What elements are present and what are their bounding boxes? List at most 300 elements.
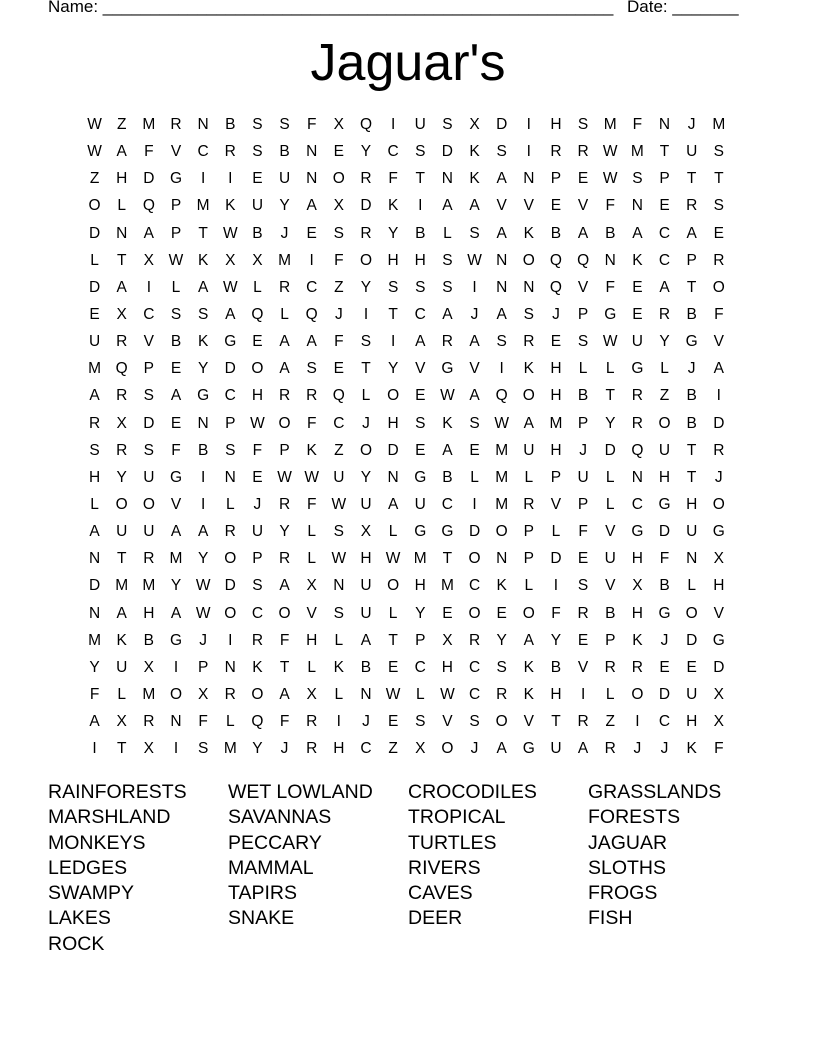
grid-cell: N — [496, 550, 508, 568]
grid-cell: A — [632, 224, 643, 242]
grid-cell: L — [687, 577, 696, 595]
grid-cell: R — [224, 143, 236, 161]
grid-cell: G — [658, 604, 671, 622]
grid-cell: N — [224, 468, 236, 486]
grid-cell: O — [468, 550, 481, 568]
grid-cell: R — [278, 550, 291, 568]
grid-cell: E — [306, 224, 317, 242]
grid-cell: L — [334, 631, 344, 649]
grid-cell: K — [197, 251, 209, 269]
grid-cell: F — [551, 604, 561, 622]
grid-cell: E — [387, 713, 399, 731]
grid-cell: I — [200, 170, 206, 188]
grid-cell: U — [143, 523, 155, 541]
grid-cell: A — [442, 197, 453, 215]
grid-cell: X — [225, 251, 236, 269]
grid-row — [81, 328, 741, 355]
grid-cell: T — [686, 170, 697, 188]
grid-cell: K — [496, 577, 507, 595]
grid-cell: W — [467, 251, 482, 269]
page-title: Jaguar's — [310, 34, 506, 92]
grid-cell: K — [686, 740, 697, 758]
grid-cell: O — [332, 170, 345, 188]
grid-cell: R — [224, 523, 236, 541]
grid-cell: R — [550, 143, 562, 161]
grid-cell: W — [87, 116, 102, 133]
grid-cell: S — [523, 305, 534, 323]
grid-cell: O — [441, 740, 454, 758]
grid-row — [81, 382, 741, 409]
grid-cell: H — [550, 360, 562, 378]
grid-cell: B — [442, 468, 453, 486]
grid-cell: R — [306, 387, 318, 405]
grid-cell: W — [168, 251, 184, 269]
grid-row — [81, 627, 741, 654]
grid-cell: I — [472, 278, 477, 296]
grid-cell: S — [306, 360, 317, 378]
grid-cell: T — [442, 550, 453, 568]
grid-cell: J — [552, 305, 560, 323]
grid-cell: J — [687, 116, 696, 133]
grid-cell: V — [496, 197, 507, 215]
grid-cell: S — [442, 251, 453, 269]
grid-cell: I — [499, 360, 504, 378]
grid-cell: P — [170, 224, 182, 242]
grid-cell: R — [306, 740, 318, 758]
grid-cell: H — [306, 631, 318, 649]
grid-cell: S — [577, 116, 589, 133]
grid-cell: L — [443, 224, 452, 242]
grid-cell: A — [197, 523, 209, 541]
grid-cell: L — [551, 523, 561, 541]
grid-cell: F — [632, 116, 643, 133]
grid-cell: S — [252, 577, 263, 595]
grid-cell: O — [685, 604, 698, 622]
grid-cell: N — [496, 278, 508, 296]
grid-cell: L — [605, 360, 615, 378]
grid-cell: N — [170, 713, 182, 731]
grid-cell: R — [631, 414, 643, 432]
grid-cell: J — [199, 631, 207, 649]
grid-cell: W — [385, 550, 401, 568]
grid-cell: B — [143, 631, 155, 649]
grid-cell: K — [116, 631, 127, 649]
grid-cell: O — [88, 197, 101, 215]
grid-row — [81, 708, 741, 735]
grid-cell: C — [414, 658, 426, 676]
grid-cell: W — [331, 495, 347, 513]
grid-cell: X — [143, 658, 155, 676]
grid-cell: A — [496, 305, 507, 323]
grid-cell: G — [224, 333, 237, 351]
grid-cell: R — [143, 550, 155, 568]
grid-cell: N — [88, 550, 101, 568]
grid-cell: E — [252, 468, 263, 486]
grid-cell: E — [577, 550, 589, 568]
word-list-item: TROPICAL — [408, 806, 506, 829]
grid-cell: M — [440, 577, 454, 595]
grid-cell: S — [415, 143, 426, 161]
grid-cell: R — [224, 685, 236, 703]
grid-cell: K — [225, 197, 236, 215]
grid-cell: V — [577, 278, 589, 296]
grid-cell: U — [686, 143, 698, 161]
grid-cell: G — [631, 523, 644, 541]
grid-cell: B — [605, 604, 616, 622]
grid-cell: C — [387, 143, 399, 161]
grid-cell: J — [633, 740, 642, 758]
grid-cell: G — [414, 523, 427, 541]
grid-cell: Q — [577, 251, 590, 269]
grid-row — [81, 220, 741, 247]
grid-cell: T — [686, 468, 697, 486]
grid-cell: Y — [415, 604, 426, 622]
grid-cell: W — [250, 414, 265, 432]
grid-cell: I — [635, 713, 640, 731]
grid-cell: T — [686, 441, 697, 459]
grid-cell: J — [470, 305, 479, 323]
grid-cell: I — [390, 333, 396, 351]
grid-cell: U — [333, 468, 345, 486]
grid-cell: G — [441, 360, 454, 378]
grid-cell: A — [577, 224, 589, 242]
grid-cell: A — [170, 604, 182, 622]
grid-cell: W — [277, 468, 292, 486]
grid-cell: B — [170, 333, 182, 351]
grid-cell: R — [360, 170, 372, 188]
grid-cell: P — [523, 550, 534, 568]
grid-cell: W — [87, 143, 102, 161]
grid-cell: J — [714, 468, 723, 486]
grid-cell: U — [686, 685, 698, 703]
grid-cell: X — [306, 685, 317, 703]
grid-cell: R — [686, 197, 698, 215]
grid-cell: E — [469, 441, 480, 459]
grid-cell: M — [630, 143, 644, 161]
grid-cell: D — [713, 658, 725, 676]
grid-cell: F — [388, 170, 398, 188]
grid-cell: E — [659, 197, 670, 215]
grid-cell: J — [334, 305, 343, 323]
grid-cell: A — [279, 333, 290, 351]
grid-cell: K — [197, 333, 209, 351]
grid-cell: P — [577, 414, 589, 432]
grid-cell: S — [387, 278, 399, 296]
grid-cell: W — [195, 604, 211, 622]
grid-cell: F — [578, 523, 588, 541]
grid-cell: A — [469, 197, 480, 215]
word-list-item: FROGS — [588, 882, 658, 905]
grid-cell: C — [333, 414, 345, 432]
grid-cell: I — [146, 278, 151, 296]
grid-cell: E — [686, 658, 697, 676]
grid-cell: U — [143, 468, 155, 486]
grid-cell: E — [713, 224, 724, 242]
grid-cell: B — [279, 143, 290, 161]
grid-cell: F — [659, 550, 670, 568]
grid-row — [81, 274, 741, 301]
grid-cell: Y — [116, 468, 127, 486]
grid-cell: L — [578, 360, 588, 378]
word-list-item: SAVANNAS — [228, 806, 332, 829]
grid-row — [81, 654, 741, 681]
grid-cell: T — [388, 631, 398, 649]
word-list-item: FISH — [588, 907, 633, 930]
grid-cell: S — [469, 224, 480, 242]
grid-cell: X — [360, 523, 372, 541]
grid-cell: X — [116, 305, 127, 323]
grid-cell: R — [360, 224, 372, 242]
grid-cell: H — [387, 414, 399, 432]
word-list-item: MARSHLAND — [48, 806, 171, 829]
grid-cell: R — [658, 305, 671, 323]
grid-cell: S — [469, 414, 480, 432]
grid-row — [81, 165, 741, 192]
grid-cell: N — [333, 577, 345, 595]
grid-cell: R — [88, 414, 101, 432]
grid-cell: B — [550, 658, 562, 676]
grid-cell: U — [414, 116, 426, 133]
grid-cell: Z — [605, 713, 615, 731]
grid-cell: S — [143, 387, 155, 405]
grid-cell: P — [577, 305, 589, 323]
grid-cell: P — [279, 441, 290, 459]
grid-cell: V — [713, 333, 724, 351]
grid-cell: T — [361, 360, 371, 378]
grid-cell: B — [659, 577, 670, 595]
grid-cell: R — [116, 333, 128, 351]
grid-cell: G — [522, 740, 535, 758]
grid-cell: O — [278, 604, 291, 622]
grid-cell: L — [90, 251, 99, 269]
grid-cell: U — [278, 170, 291, 188]
grid-cell: W — [440, 685, 455, 703]
grid-cell: N — [306, 170, 318, 188]
grid-cell: A — [170, 387, 182, 405]
grid-cell: Q — [115, 360, 128, 378]
grid-cell: Q — [142, 197, 155, 215]
grid-cell: O — [359, 251, 372, 269]
grid-cell: C — [414, 305, 426, 323]
grid-cell: O — [495, 713, 508, 731]
grid-cell: E — [415, 441, 426, 459]
grid-cell: S — [415, 278, 426, 296]
grid-row — [81, 437, 741, 464]
word-list — [48, 780, 768, 957]
grid-cell: N — [387, 468, 399, 486]
grid-cell: O — [251, 360, 264, 378]
grid-cell: W — [602, 333, 618, 351]
grid-cell: R — [577, 604, 589, 622]
grid-cell: I — [553, 577, 559, 595]
grid-cell: R — [278, 387, 291, 405]
grid-cell: N — [360, 685, 372, 703]
grid-cell: P — [550, 468, 562, 486]
grid-cell: B — [252, 224, 263, 242]
word-list-item: JAGUAR — [588, 831, 668, 854]
grid-cell: R — [713, 251, 725, 269]
grid-cell: T — [415, 170, 425, 188]
grid-cell: F — [279, 713, 290, 731]
grid-cell: H — [88, 468, 101, 486]
grid-cell: H — [360, 550, 372, 568]
grid-cell: A — [143, 224, 155, 242]
word-list-item: LEDGES — [48, 856, 128, 879]
grid-cell: A — [496, 170, 507, 188]
grid-cell: C — [251, 604, 264, 622]
grid-cell: H — [658, 468, 671, 486]
grid-cell: B — [225, 116, 236, 133]
word-list-item: TAPIRS — [228, 882, 297, 905]
grid-cell: J — [660, 631, 669, 649]
grid-cell: V — [469, 360, 480, 378]
grid-row — [81, 301, 741, 328]
grid-cell: T — [551, 713, 561, 731]
grid-cell: U — [604, 550, 616, 568]
grid-cell: T — [198, 224, 208, 242]
grid-cell: I — [173, 658, 179, 676]
grid-cell: P — [523, 523, 534, 541]
grid-cell: S — [713, 143, 724, 161]
grid-row — [81, 247, 741, 274]
grid-cell: P — [605, 631, 616, 649]
grid-cell: X — [469, 116, 480, 133]
grid-cell: G — [169, 170, 183, 188]
grid-cell: X — [143, 251, 155, 269]
grid-cell: S — [632, 170, 643, 188]
grid-cell: S — [496, 658, 507, 676]
grid-cell: X — [713, 713, 724, 731]
grid-cell: D — [224, 360, 236, 378]
grid-cell: H — [550, 116, 562, 133]
grid-cell: U — [550, 740, 562, 758]
grid-cell: H — [333, 740, 345, 758]
grid-cell: Z — [659, 387, 670, 405]
grid-cell: G — [441, 523, 454, 541]
grid-cell: I — [228, 631, 233, 649]
grid-cell: Q — [305, 305, 318, 323]
letter-grid — [81, 111, 741, 762]
grid-cell: W — [304, 468, 320, 486]
grid-cell: R — [306, 713, 318, 731]
grid-cell: C — [631, 495, 643, 513]
grid-cell: S — [496, 143, 507, 161]
grid-row — [81, 735, 741, 762]
grid-cell: H — [414, 577, 426, 595]
grid-cell: K — [632, 631, 643, 649]
grid-cell: Z — [388, 740, 398, 758]
grid-cell: T — [714, 170, 724, 188]
grid-cell: Q — [359, 116, 372, 133]
grid-cell: T — [388, 305, 398, 323]
grid-cell: A — [116, 604, 127, 622]
grid-cell: A — [387, 495, 399, 513]
grid-cell: L — [605, 468, 615, 486]
grid-cell: Q — [631, 441, 644, 459]
grid-cell: O — [359, 441, 372, 459]
grid-cell: I — [716, 387, 721, 405]
grid-row — [81, 111, 741, 138]
grid-cell: H — [713, 577, 725, 595]
grid-cell: D — [143, 170, 155, 188]
grid-cell: Q — [251, 305, 264, 323]
grid-cell: J — [579, 441, 587, 459]
grid-cell: H — [550, 387, 562, 405]
grid-cell: W — [440, 387, 455, 405]
grid-cell: M — [169, 550, 183, 568]
grid-cell: L — [415, 685, 425, 703]
grid-cell: R — [441, 333, 453, 351]
grid-cell: J — [470, 740, 479, 758]
grid-cell: O — [522, 604, 535, 622]
grid-cell: S — [333, 604, 344, 622]
grid-cell: G — [712, 631, 725, 649]
grid-cell: M — [142, 577, 156, 595]
grid-cell: U — [523, 441, 535, 459]
grid-cell: O — [115, 495, 128, 513]
grid-cell: D — [387, 441, 399, 459]
grid-cell: M — [278, 251, 292, 269]
grid-cell: M — [495, 495, 509, 513]
grid-cell: P — [415, 631, 426, 649]
grid-cell: K — [523, 685, 534, 703]
grid-cell: S — [713, 197, 724, 215]
grid-cell: M — [603, 116, 617, 133]
grid-cell: Q — [549, 251, 562, 269]
grid-cell: L — [225, 713, 235, 731]
grid-row — [81, 410, 741, 437]
grid-cell: K — [387, 197, 399, 215]
grid-cell: Y — [279, 523, 290, 541]
grid-cell: L — [117, 197, 127, 215]
grid-cell: X — [713, 685, 724, 703]
grid-cell: F — [171, 441, 181, 459]
grid-cell: E — [387, 658, 399, 676]
grid-cell: W — [222, 224, 238, 242]
grid-cell: S — [415, 713, 426, 731]
grid-cell: E — [550, 333, 562, 351]
grid-cell: D — [686, 631, 698, 649]
grid-cell: I — [92, 740, 97, 758]
grid-cell: C — [658, 251, 671, 269]
grid-cell: F — [334, 251, 344, 269]
grid-cell: H — [116, 170, 128, 188]
grid-cell: N — [88, 604, 101, 622]
grid-cell: D — [88, 278, 101, 296]
grid-cell: P — [252, 550, 263, 568]
grid-cell: S — [252, 143, 263, 161]
grid-cell: K — [523, 360, 534, 378]
grid-cell: C — [143, 305, 155, 323]
grid-cell: D — [496, 116, 508, 133]
grid-cell: L — [470, 468, 479, 486]
word-list-item: TURTLES — [408, 831, 497, 854]
grid-cell: V — [577, 658, 589, 676]
word-list-item: FORESTS — [588, 806, 681, 829]
grid-cell: U — [360, 604, 372, 622]
grid-cell: Z — [334, 441, 344, 459]
grid-cell: C — [468, 577, 481, 595]
grid-cell: I — [390, 116, 396, 133]
grid-cell: M — [142, 116, 156, 133]
grid-cell: G — [712, 523, 725, 541]
grid-cell: F — [605, 197, 615, 215]
grid-cell: K — [469, 143, 480, 161]
grid-cell: E — [415, 387, 426, 405]
grid-cell: O — [387, 387, 400, 405]
grid-cell: V — [713, 604, 724, 622]
grid-cell: F — [252, 441, 263, 459]
